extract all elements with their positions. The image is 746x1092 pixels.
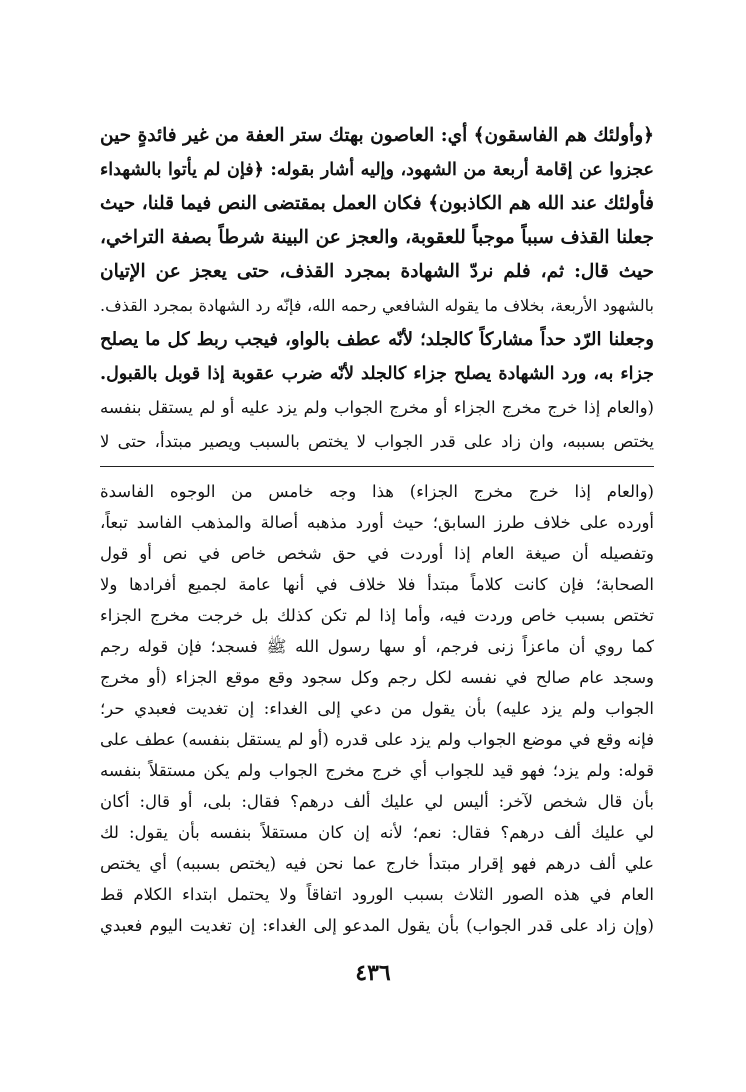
- main-text-line: فأولئك عند الله هم الكاذبون﴾ فكان العمل بمقتضى النص فيما قلنا، حيث: [100, 193, 654, 214]
- footnote-line: (والعام إذا خرج مخرج الجزاء) هذا وجه خامس من الوجوه الفاسدة: [100, 482, 654, 501]
- footnote-line: قوله: ولم يزد؛ فهو قيد للجواب أي خرج مخرج الجواب ولم يكن مستقلاً بنفسه: [100, 761, 654, 780]
- footnote-separator: [100, 466, 654, 467]
- main-text-line: وجعلنا الرّد حداً مشاركاً كالجلد؛ لأنّه عطف بالواو، فيجب ربط كل ما يصلح: [100, 329, 654, 350]
- footnote-line: لي عليك ألف درهم؟ فقال: نعم؛ لأنه إن كان مستقلاً بنفسه بأن يقول: لك: [100, 823, 654, 842]
- main-text-line: (والعام إذا خرج مخرج الجزاء أو مخرج الجواب ولم يزد عليه أو لم يستقل بنفسه: [100, 398, 654, 417]
- main-text-line: يختص بسببه، وان زاد على قدر الجواب لا يختص بالسبب ويصير مبتدأ، حتى لا: [100, 432, 654, 451]
- main-text-line: حيث قال: ثم، فلم نردّ الشهادة بمجرد القذف، حتى يعجز عن الإتيان: [100, 261, 654, 282]
- footnote-line: أورده على خلاف طرز السابق؛ حيث أورد مذهبه أصالة والمذهب الفاسد تبعاً،: [100, 513, 654, 532]
- footnote-line: فإنه وقع في موضع الجواب ولم يزد على قدره (أو لم يستقل بنفسه) عطف على: [100, 730, 654, 749]
- footnote-line: كما روي أن ماعزاً زنى فرجم، أو سها رسول الله ﷺ فسجد؛ فإن قوله رجم: [100, 637, 654, 656]
- main-text-line: عجزوا عن إقامة أربعة من الشهود، وإليه أشار بقوله: ﴿فإن لم يأتوا بالشهداء: [100, 160, 654, 180]
- page-number: ٤٣٦: [355, 960, 391, 986]
- footnote-line: وتفصيله أن صيغة العام إذا أوردت في حق شخص خاص في نص أو قول: [100, 544, 654, 563]
- footnote-line: الصحابة؛ فإن كانت كلاماً مبتدأ فلا خلاف في أنها عامة لجميع أفرادها ولا: [100, 575, 654, 594]
- footnote-line: تختص بسبب خاص وردت فيه، وأما إذا لم تكن كذلك بل خرجت مخرج الجزاء: [100, 606, 654, 625]
- footnote-line: العام في هذه الصور الثلاث بسبب الورود اتفاقاً ولا يحتمل ابتداء الكلام قط: [100, 885, 654, 904]
- main-text-line: بالشهود الأربعة، بخلاف ما يقوله الشافعي رحمه الله، فإنّه رد الشهادة بمجرد القذف.: [100, 296, 654, 315]
- main-text-line: جزاء به، ورد الشهادة يصلح جزاء كالجلد لأنّه ضرب عقوبة إذا قوبل بالقبول.: [100, 364, 654, 384]
- main-text-line: جعلنا القذف سبباً موجباً للعقوبة، والعجز عن البينة شرطاً بصفة التراخي،: [100, 227, 654, 248]
- footnote-line: وسجد عام صالح في نفسه لكل رجم وكل سجود وقع موقع الجزاء (أو مخرج: [100, 668, 654, 687]
- main-text-line: ﴿وأولئك هم الفاسقون﴾ أي: العاصون بهتك ستر العفة من غير فائدةٍ حين: [100, 125, 654, 146]
- footnote-line: علي ألف درهم فهو إقرار مبتدأ خارج عما نحن فيه (يختص بسببه) أي يختص: [100, 854, 654, 873]
- footnote-line: الجواب ولم يزد عليه) بأن يقول من دعي إلى الغداء: إن تغديت فعبدي حر؛: [100, 699, 654, 718]
- footnote-line: (وإن زاد على قدر الجواب) بأن يقول المدعو إلى الغداء: إن تغديت اليوم فعبدي: [100, 916, 654, 935]
- footnote-line: بأن قال شخص لآخر: أليس لي عليك ألف درهم؟ فقال: بلى، أو قال: أكان: [100, 792, 654, 811]
